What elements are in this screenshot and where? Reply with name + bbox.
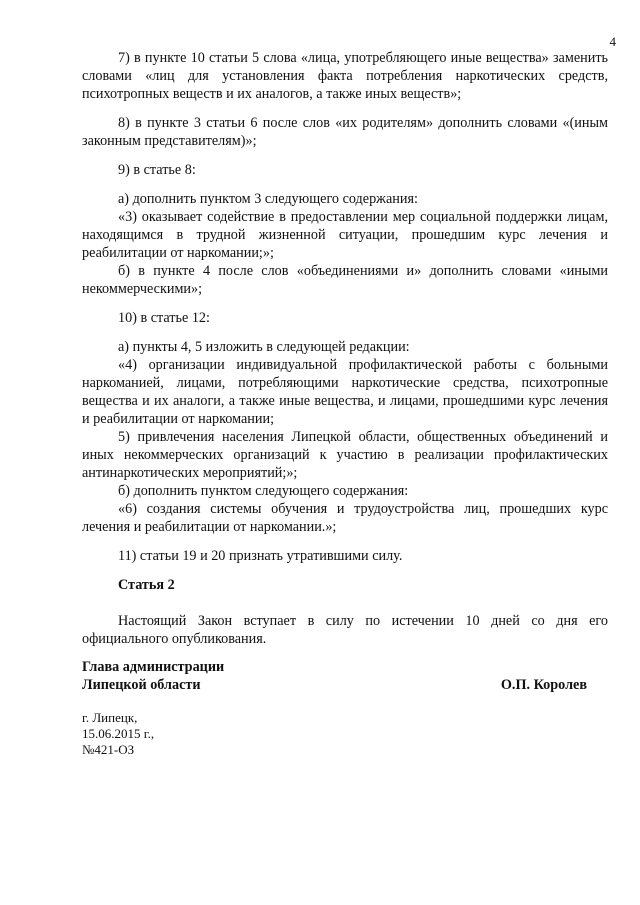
- amendment-paragraph: 7) в пункте 10 статьи 5 слова «лица, употребляющего иные вещества» заменить словами «лиц для установления факта потребления наркотических средств, психотропных веществ и их аналогов, а также иных веществ»;: [82, 50, 608, 102]
- amendment-paragraph: «4) организации индивидуальной профилактической работы с больными наркоманией, лицами, потребляющими наркотические средства, психотропные вещества и их аналоги, а также иные вещества, и лицами, прошедшими курс лечения и реабилитации от наркомании;: [82, 357, 608, 427]
- law-number: №421-ОЗ: [82, 742, 135, 757]
- document-body: [82, 49, 608, 648]
- article-text: Настоящий Закон вступает в силу по истечении 10 дней со дня его официального опубликования.: [82, 613, 608, 647]
- signatory-name: О.П. Королев: [500, 677, 587, 693]
- document-details: [82, 710, 154, 758]
- amendment-paragraph: «6) создания системы обучения и трудоустройства лиц, прошедших курс лечения и реабилитации от наркомании.»;: [82, 501, 608, 535]
- amendment-paragraph: 5) привлечения населения Липецкой области, общественных объединений и иных некоммерческих организаций к участию в реализации профилактических антинаркотических мероприятий;»;: [82, 429, 608, 481]
- signature-title-line2: Липецкой области: [82, 677, 201, 693]
- article-heading: Статья 2: [118, 577, 175, 593]
- signature-title-line1: Глава администрации: [82, 659, 225, 675]
- amendment-paragraph: 10) в статье 12:: [118, 310, 210, 326]
- amendment-paragraph: а) пункты 4, 5 изложить в следующей редакции:: [118, 339, 410, 355]
- city: г. Липецк,: [82, 710, 138, 725]
- amendment-paragraph: 11) статьи 19 и 20 признать утратившими силу.: [118, 548, 403, 564]
- amendment-paragraph: 8) в пункте 3 статьи 6 после слов «их родителям» дополнить словами «(иным законным представителям)»;: [82, 115, 608, 149]
- page-number: 4: [609, 34, 616, 49]
- law-date: 15.06.2015 г.,: [82, 726, 155, 741]
- amendment-paragraph: б) в пункте 4 после слов «объединениями и» дополнить словами «иными некоммерческими»;: [82, 263, 608, 297]
- amendment-paragraph: а) дополнить пунктом 3 следующего содержания:: [118, 191, 418, 207]
- amendment-list: [82, 49, 608, 565]
- signature-block: [82, 658, 587, 694]
- amendment-paragraph: «3) оказывает содействие в предоставлении мер социальной поддержки лицам, находящимся в трудной жизненной ситуации, прошедшим курс лечения и реабилитации от наркомании;»;: [82, 209, 608, 261]
- amendment-paragraph: 9) в статье 8:: [118, 162, 196, 178]
- amendment-paragraph: б) дополнить пунктом следующего содержания:: [118, 483, 409, 499]
